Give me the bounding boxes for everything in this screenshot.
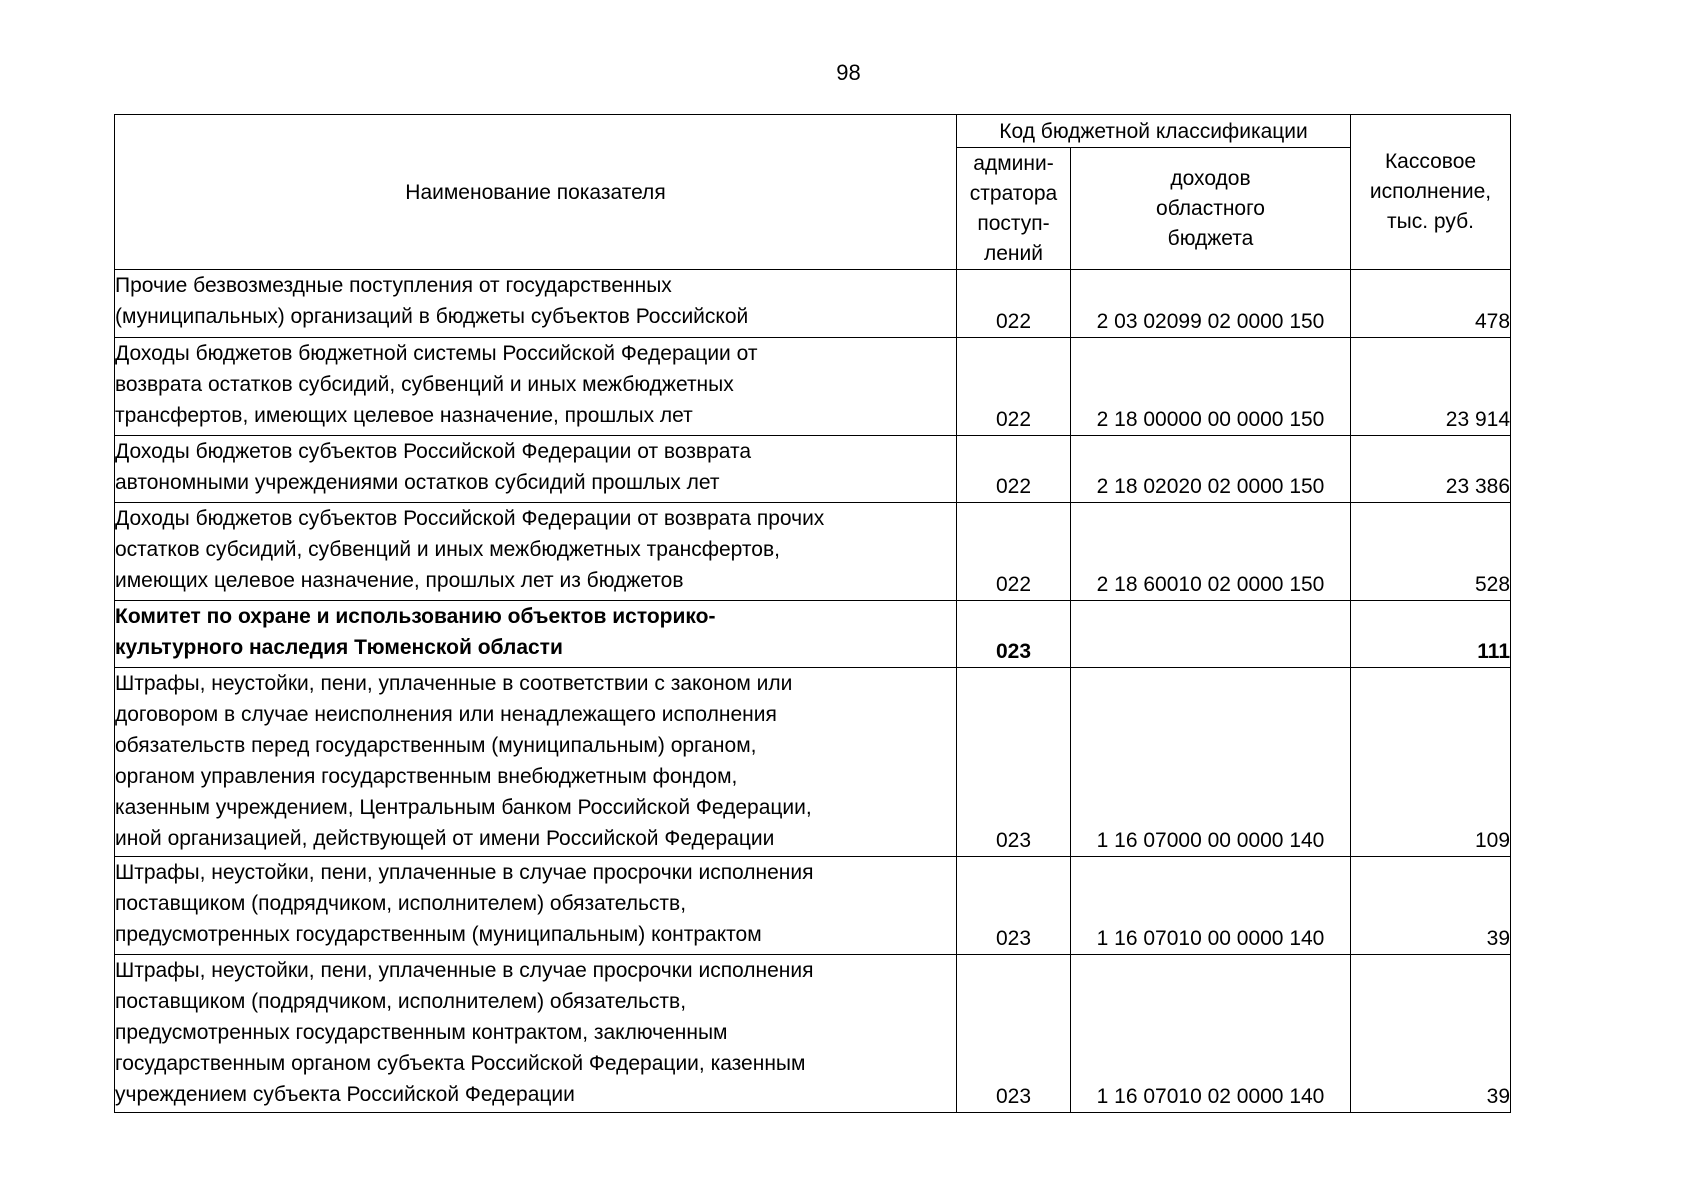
income-code-cell: 1 16 07010 00 0000 140 xyxy=(1071,857,1351,955)
table-row xyxy=(115,955,1511,1113)
indicator-name-cell: Доходы бюджетов бюджетной системы Российской Федерации от возврата остатков субсидий, субвенций и иных межбюджетных трансфертов, имеющих целевое назначение, прошлых лет xyxy=(115,338,957,436)
header-budget-classification-code: Код бюджетной классификации xyxy=(957,115,1351,148)
indicator-name-cell: Доходы бюджетов субъектов Российской Федерации от возврата прочих остатков субсидий, субвенций и иных межбюджетных трансфертов, имеющих целевое назначение, прошлых лет из бюджетов xyxy=(115,503,957,601)
admin-code-cell: 023 xyxy=(957,668,1071,857)
income-code-cell: 1 16 07000 00 0000 140 xyxy=(1071,668,1351,857)
table-row xyxy=(115,668,1511,857)
indicator-name-cell: Прочие безвозмездные поступления от государственных (муниципальных) организаций в бюджеты субъектов Российской xyxy=(115,270,957,338)
header-revenue-administrator: админи- стратора поступ- лений xyxy=(957,148,1071,270)
amount-cell: 109 xyxy=(1351,668,1511,857)
admin-code-cell: 023 xyxy=(957,955,1071,1113)
admin-code-cell: 022 xyxy=(957,503,1071,601)
table-row xyxy=(115,857,1511,955)
table-row xyxy=(115,436,1511,503)
table-row xyxy=(115,338,1511,436)
income-code-cell: 2 18 60010 02 0000 150 xyxy=(1071,503,1351,601)
page-number: 98 xyxy=(836,60,861,85)
table-row xyxy=(115,503,1511,601)
admin-code-cell: 022 xyxy=(957,338,1071,436)
income-code-cell xyxy=(1071,601,1351,668)
amount-cell: 478 xyxy=(1351,270,1511,338)
income-code-cell: 2 03 02099 02 0000 150 xyxy=(1071,270,1351,338)
admin-code-cell: 022 xyxy=(957,270,1071,338)
admin-code-cell: 023 xyxy=(957,857,1071,955)
amount-cell: 23 914 xyxy=(1351,338,1511,436)
header-cash-execution: Кассовое исполнение, тыс. руб. xyxy=(1351,115,1511,270)
admin-code-cell: 023 xyxy=(957,601,1071,668)
header-indicator-name: Наименование показателя xyxy=(115,115,957,270)
income-code-cell: 2 18 02020 02 0000 150 xyxy=(1071,436,1351,503)
amount-cell: 39 xyxy=(1351,955,1511,1113)
budget-revenue-table xyxy=(114,114,1511,1113)
indicator-name-cell: Штрафы, неустойки, пени, уплаченные в соответствии с законом или договором в случае неисполнения или ненадлежащего исполнения обязательств перед государственным (муниципальным) органом, органом управления государственным внебюджетным фондом, казенным учреждением, Центральным банком Российской Федерации, иной организацией, действующей от имени Российской Федерации xyxy=(115,668,957,857)
indicator-name-cell: Штрафы, неустойки, пени, уплаченные в случае просрочки исполнения поставщиком (подрядчиком, исполнителем) обязательств, предусмотренных государственным (муниципальным) контрактом xyxy=(115,857,957,955)
income-code-cell: 2 18 00000 00 0000 150 xyxy=(1071,338,1351,436)
indicator-name-cell: Доходы бюджетов субъектов Российской Федерации от возврата автономными учреждениями остатков субсидий прошлых лет xyxy=(115,436,957,503)
income-code-cell: 1 16 07010 02 0000 140 xyxy=(1071,955,1351,1113)
table-row-committee xyxy=(115,601,1511,668)
amount-cell: 23 386 xyxy=(1351,436,1511,503)
amount-cell: 111 xyxy=(1351,601,1511,668)
amount-cell: 39 xyxy=(1351,857,1511,955)
admin-code-cell: 022 xyxy=(957,436,1071,503)
committee-name-cell: Комитет по охране и использованию объектов историко- культурного наследия Тюменской области xyxy=(115,601,957,668)
amount-cell: 528 xyxy=(1351,503,1511,601)
header-regional-budget-revenue: доходов областного бюджета xyxy=(1071,148,1351,270)
indicator-name-cell: Штрафы, неустойки, пени, уплаченные в случае просрочки исполнения поставщиком (подрядчиком, исполнителем) обязательств, предусмотренных государственным контрактом, заключенным государственным органом субъекта Российской Федерации, казенным учреждением субъекта Российской Федерации xyxy=(115,955,957,1113)
table-row xyxy=(115,270,1511,338)
